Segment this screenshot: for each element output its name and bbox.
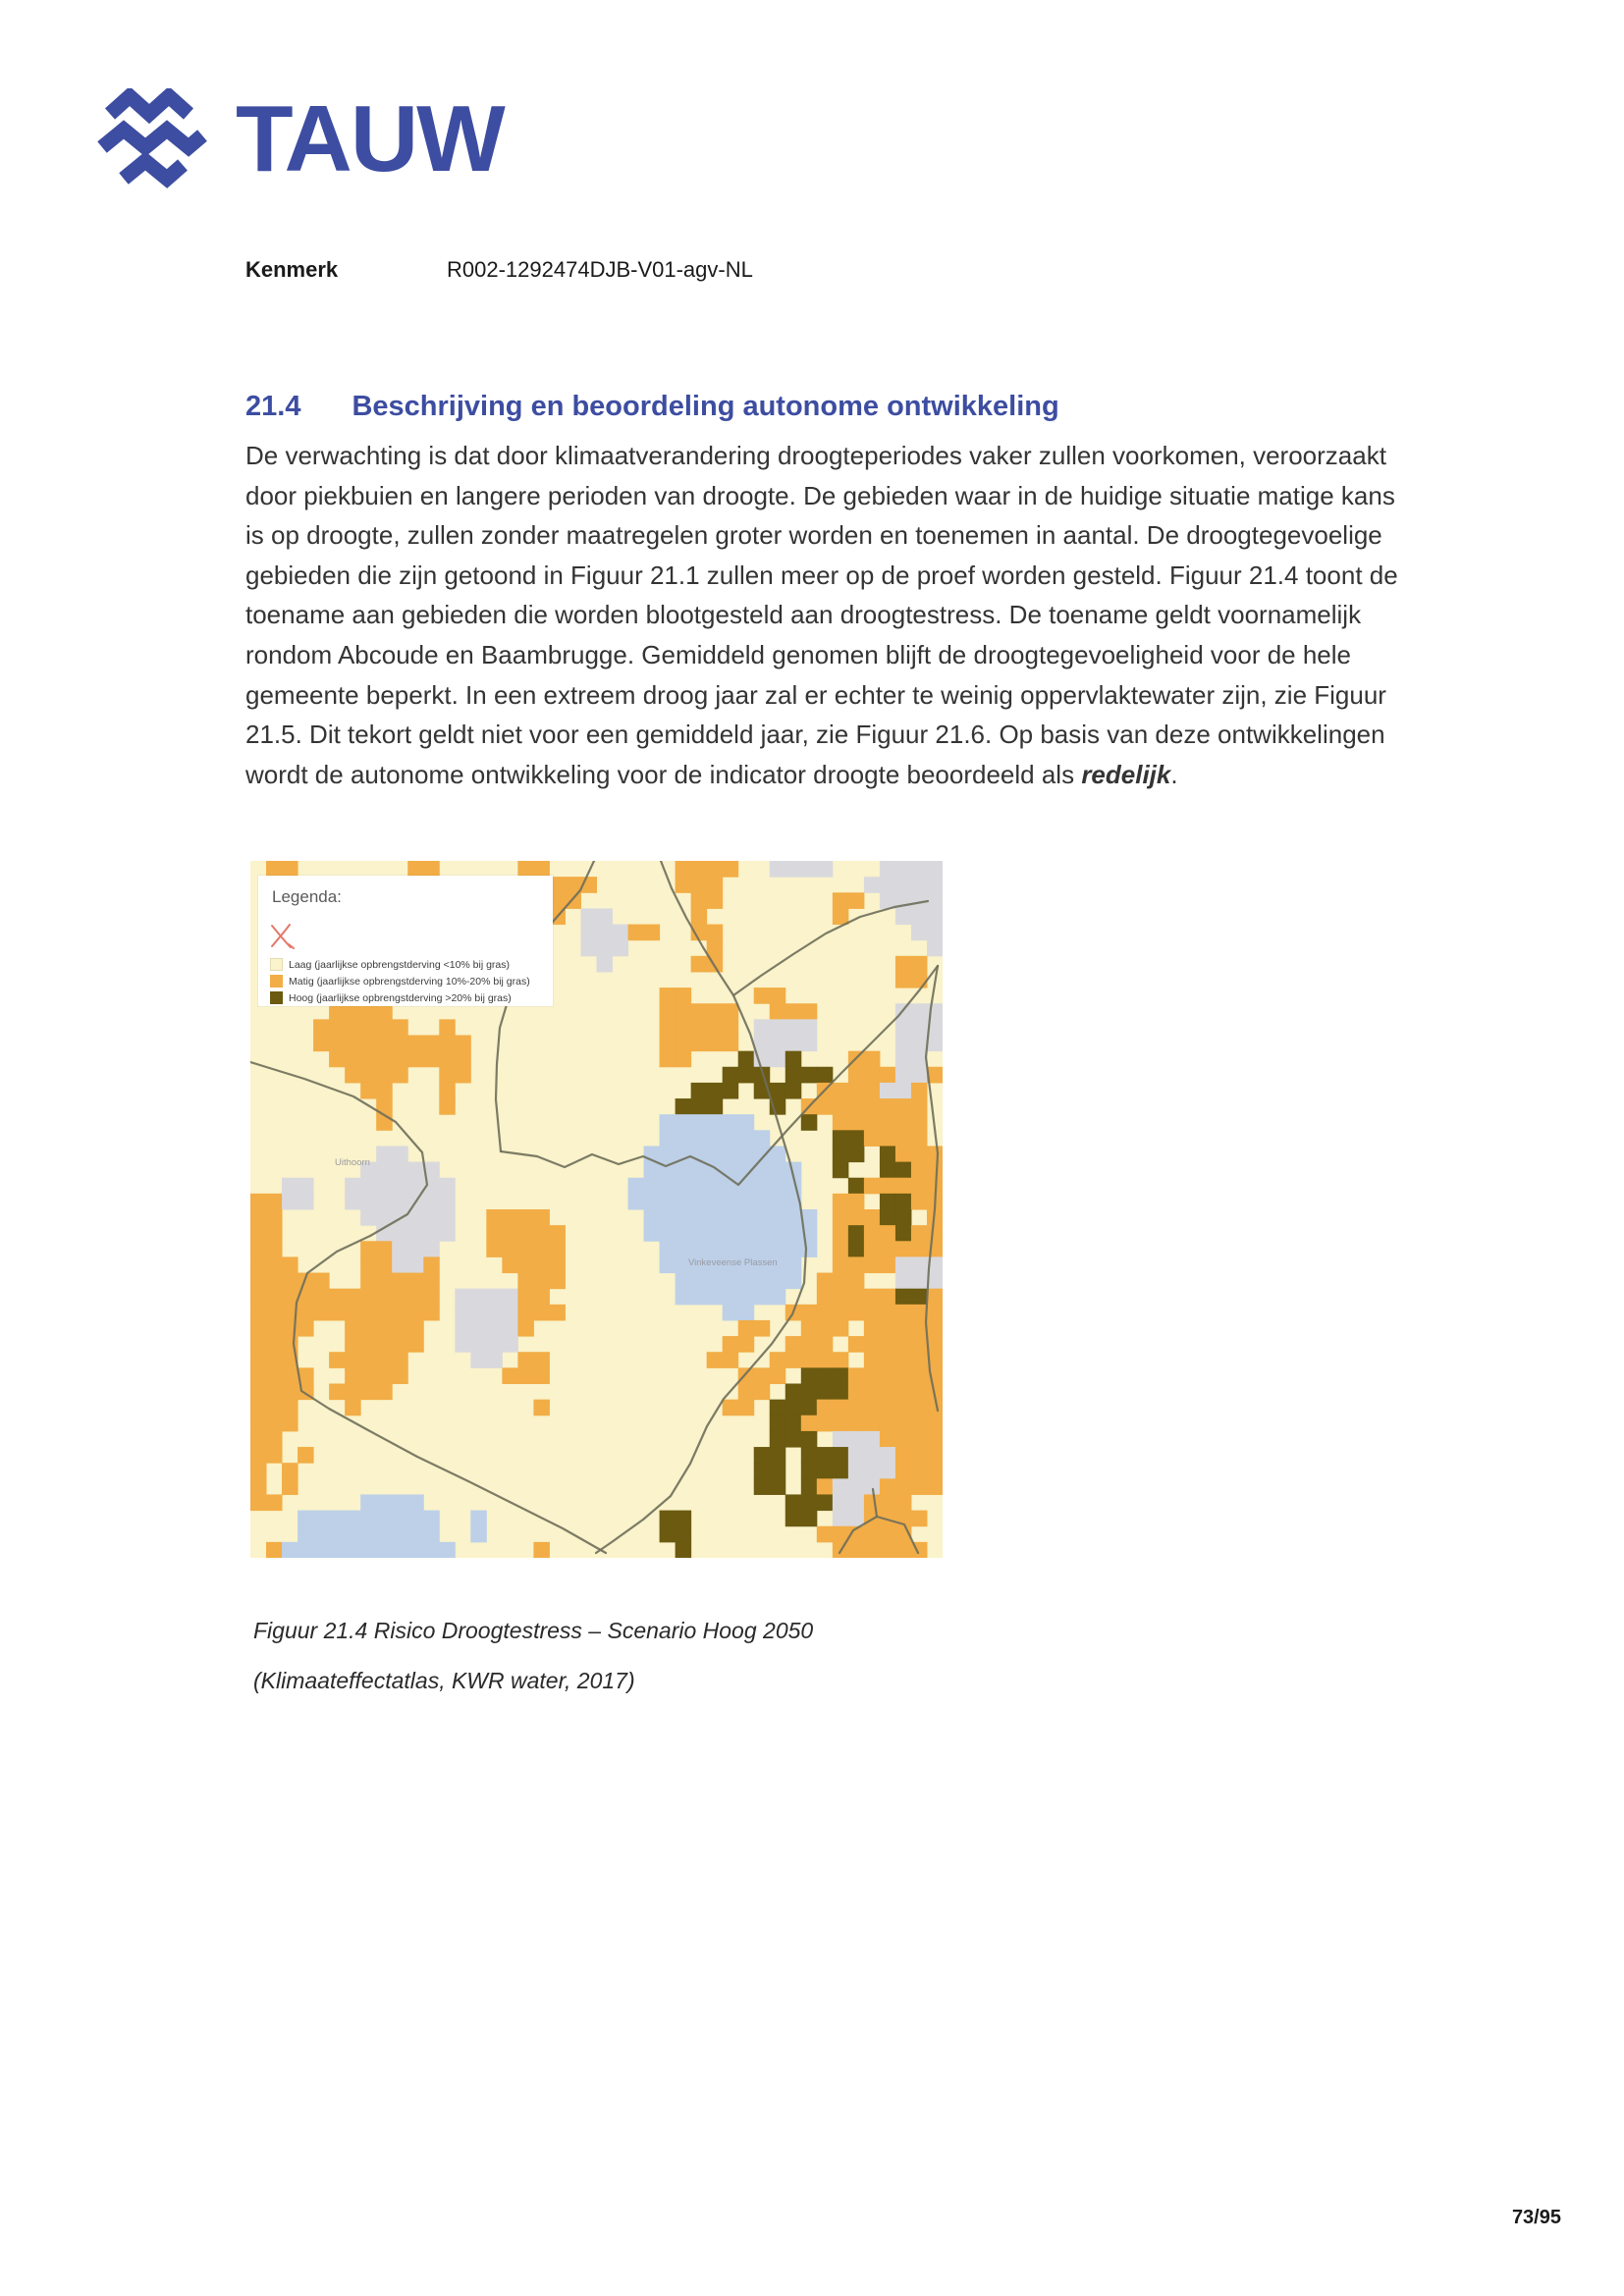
- figure-21-4: [250, 861, 943, 1558]
- body-paragraph: [245, 436, 1404, 794]
- kenmerk-label: Kenmerk: [245, 257, 339, 282]
- legend-swatch-laag: [270, 958, 283, 971]
- svg-text:Uithoorn: Uithoorn: [335, 1157, 370, 1168]
- logo-wordmark: TAUW: [236, 86, 504, 191]
- legend-item-matig: [270, 973, 547, 989]
- paragraph-emphasis: redelijk: [1081, 759, 1171, 789]
- legend-swatch-hoog: [270, 991, 283, 1004]
- paragraph-text: De verwachting is dat door klimaatverandering droogteperiodes vaker zullen voorkomen, veroorzaakt door piekbuien en langere perioden van droogte. De gebieden waar in de huidige situatie matige kans is op droogte, zullen zonder maatregelen groter worden en toenemen in aantal. De droogtegevoelige gebieden die zijn getoond in Figuur 21.1 zullen meer op de proef worden gesteld. Figuur 21.4 toont de toename aan gebieden die worden blootgesteld aan droogtestress. De toename geldt voornamelijk rondom Abcoude en Baambrugge. Gemiddeld genomen blijft de droogtegevoeligheid voor de hele gemeente beperkt. In een extreem droog jaar zal er echter te weinig oppervlaktewater zijn, zie Figuur 21.5. Dit tekort geldt niet voor een gemiddeld jaar, zie Figuur 21.6. Op basis van deze ontwikkelingen wordt de autonome ontwikkeling voor de indicator droogte beoordeeld als: [245, 441, 1398, 789]
- section-title: Beschrijving en beoordeling autonome ontwikkeling: [352, 391, 1059, 422]
- svg-text:Vinkeveense Plassen: Vinkeveense Plassen: [688, 1257, 778, 1268]
- legend-item-label: Matig (jaarlijkse opbrengstderving 10%-20% bij gras): [289, 975, 530, 988]
- caption-line-1: Figuur 21.4 Risico Droogtestress – Scenario Hoog 2050: [253, 1618, 814, 1643]
- paragraph-period: .: [1170, 759, 1178, 789]
- legend-item-laag: [270, 956, 547, 973]
- legend-item-hoog: [270, 989, 547, 1006]
- kenmerk-row: [245, 257, 753, 283]
- section-heading: [245, 391, 1059, 423]
- kenmerk-value: R002-1292474DJB-V01-agv-NL: [447, 257, 753, 282]
- legend-item-label: Laag (jaarlijkse opbrengstderving <10% bij gras): [289, 958, 511, 971]
- map-legend-items: [270, 956, 547, 1006]
- page-number: 73/95: [1511, 2207, 1561, 2228]
- tauw-wave-icon: [96, 88, 210, 190]
- legend-item-label: Hoog (jaarlijkse opbrengstderving >20% bij gras): [289, 991, 512, 1004]
- section-number: 21.4: [245, 391, 301, 422]
- legend-title: Legenda:: [272, 887, 342, 906]
- map-legend: [258, 876, 553, 1006]
- legend-close-x-icon: [268, 921, 296, 950]
- caption-line-2: (Klimaateffectatlas, KWR water, 2017): [253, 1668, 635, 1693]
- tauw-logo: [96, 88, 504, 190]
- figure-caption: [253, 1618, 813, 1718]
- legend-swatch-matig: [270, 975, 283, 988]
